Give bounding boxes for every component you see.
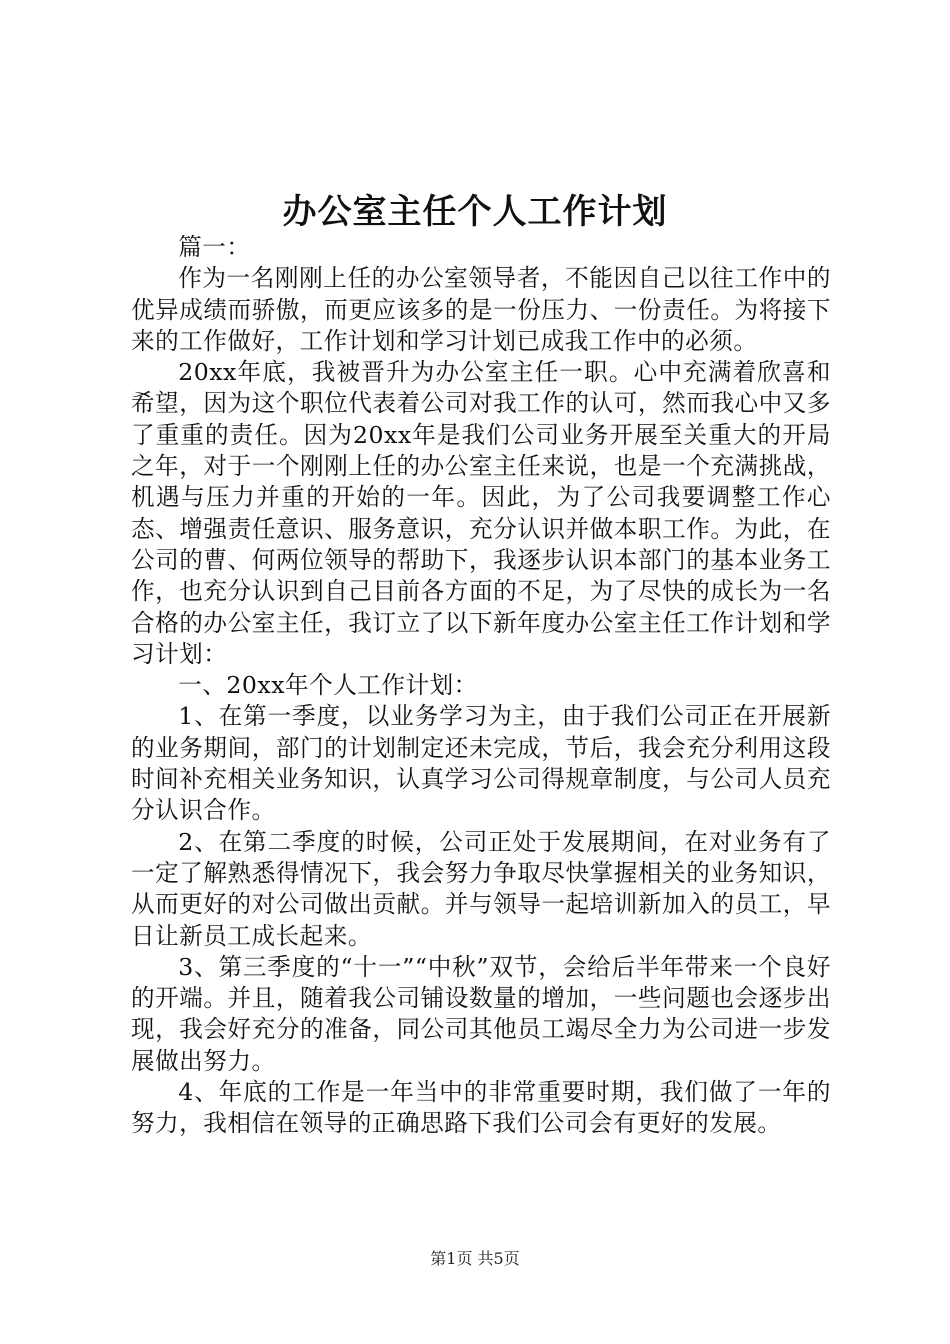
paragraph-q1: 1、在第一季度，以业务学习为主，由于我们公司正在开展新的业务期间，部门的计划制定还未完成，节后，我会充分利用这段时间补充相关业务知识，认真学习公司得规章制度，与公司人员充分认识合作。	[131, 702, 831, 825]
page-number-footer: 第1页 共5页	[430, 1249, 520, 1268]
document-title: 办公室主任个人工作计划	[282, 192, 668, 232]
paragraph-intro: 作为一名刚刚上任的办公室领导者，不能因自己以往工作中的优异成绩而骄傲，而更应该多的是一份压力、一份责任。为将接下来的工作做好，工作计划和学习计划已成我工作中的必须。	[131, 264, 831, 355]
paragraph-q3: 3、第三季度的“十一”“中秋”双节，会给后半年带来一个良好的开端。并且，随着我公司铺设数量的增加，一些问题也会逐步出现，我会好充分的准备，同公司其他员工竭尽全力为公司进一步发展做出努力。	[131, 952, 831, 1075]
paragraph-plan-heading: 一、20xx年个人工作计划：	[178, 671, 478, 700]
paragraph-section-label: 篇一：	[178, 233, 251, 261]
paragraph-year-end: 4、年底的工作是一年当中的非常重要时期，我们做了一年的努力，我相信在领导的正确思路下我们公司会有更好的发展。	[131, 1078, 831, 1138]
paragraph-q2: 2、在第二季度的时候，公司正处于发展期间，在对业务有了一定了解熟悉得情况下，我会努力争取尽快掌握相关的业务知识，从而更好的对公司做出贡献。并与领导一起培训新加入的员工，早日让新员工成长起来。	[131, 827, 831, 950]
paragraph-background: 20xx年底，我被晋升为办公室主任一职。心中充满着欣喜和希望，因为这个职位代表着公司对我工作的认可，然而我心中又多了重重的责任。因为20xx年是我们公司业务开展至关重大的开局之年，对于一个刚刚上任的办公室主任来说，也是一个充满挑战，机遇与压力并重的开始的一年。因此，为了公司我要调整工作心态、增强责任意识、服务意识，充分认识并做本职工作。为此，在公司的曹、何两位领导的帮助下，我逐步认识本部门的基本业务工作，也充分认识到自己目前各方面的不足，为了尽快的成长为一名合格的办公室主任，我订立了以下新年度办公室主任工作计划和学习计划：	[131, 358, 831, 668]
document-body	[131, 232, 831, 1140]
